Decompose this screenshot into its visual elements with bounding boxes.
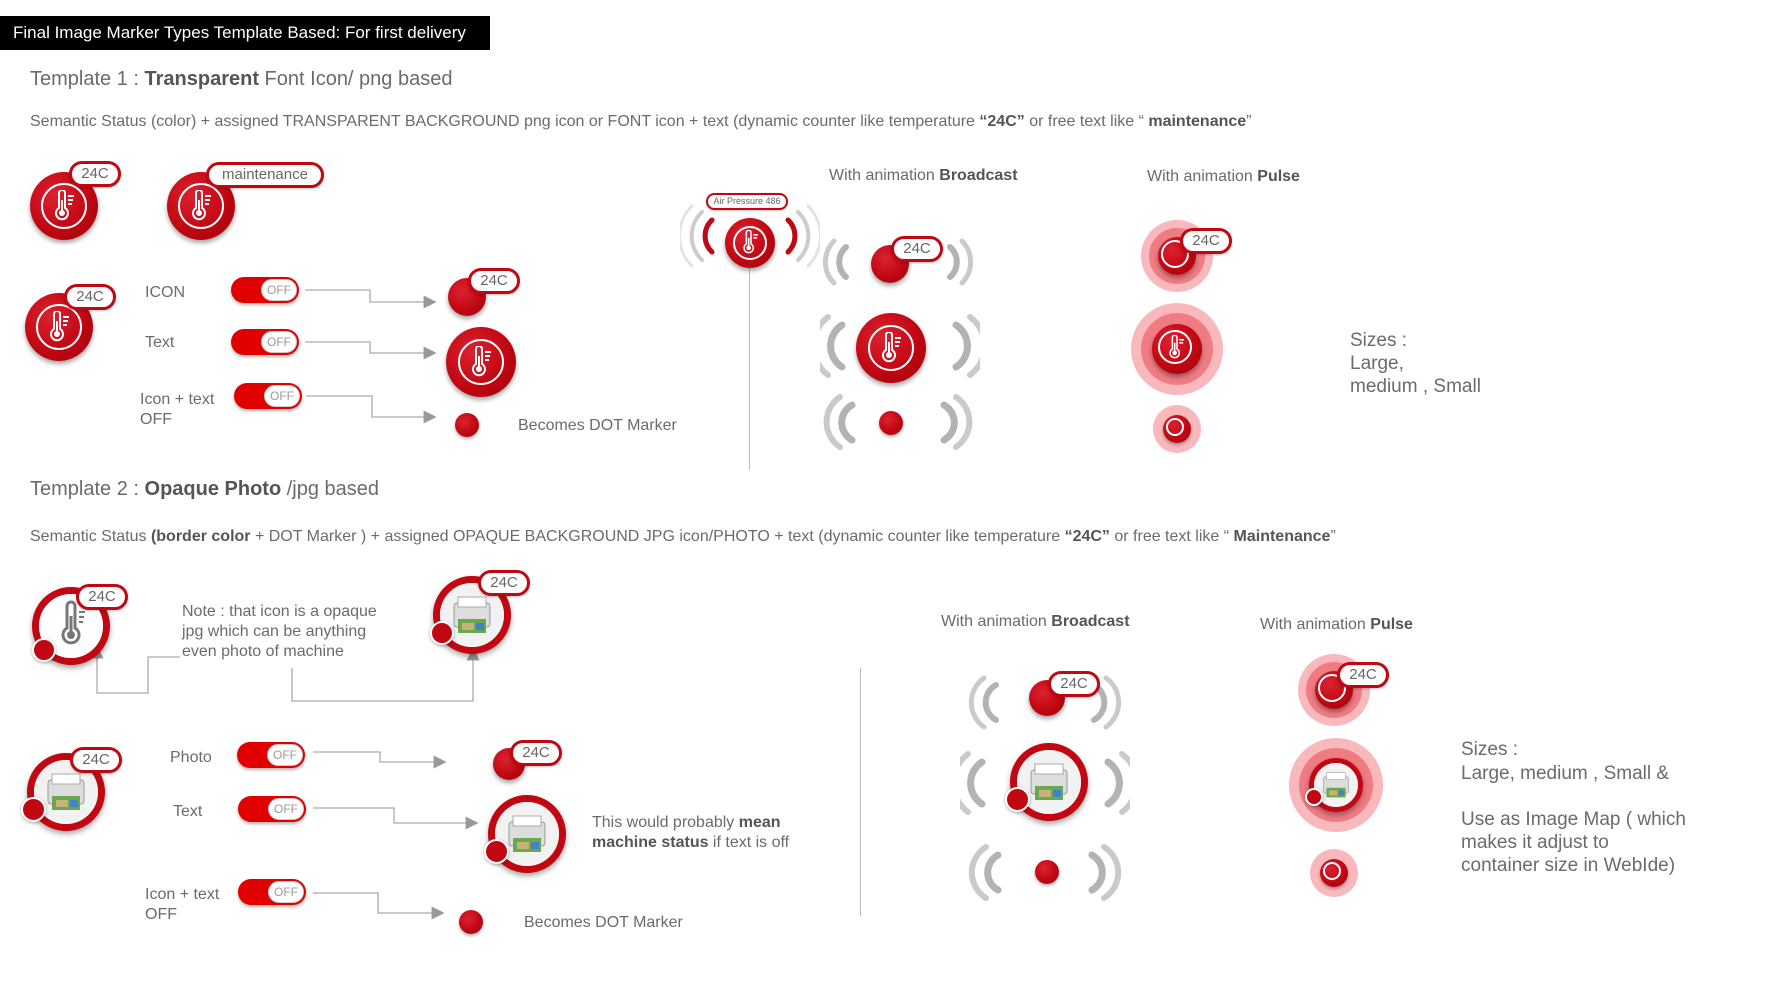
toggle-icon-text[interactable] [234, 383, 302, 409]
anim-prefix: With animation [1260, 616, 1371, 633]
desc-text: or free text like “ [1109, 528, 1234, 545]
status-dot [32, 638, 56, 662]
desc-bold: “24C” [979, 113, 1025, 130]
desc-bold: (border color [150, 528, 251, 545]
heading-prefix: Template 1 : [30, 68, 145, 90]
status-dot [1305, 788, 1323, 806]
status-dot [21, 797, 46, 822]
heading-suffix: Font Icon/ png based [259, 68, 453, 90]
thermometer-icon [47, 311, 73, 343]
anim-pulse: Pulse [1370, 616, 1413, 633]
desc-bold: “24C” [1064, 528, 1110, 545]
probably-line1 [592, 813, 781, 833]
desc-text: or free text like “ [1024, 113, 1149, 130]
flow-arrow [313, 752, 444, 762]
anim-pulse-label [1147, 167, 1300, 187]
thermometer-icon [189, 190, 215, 222]
note-line: Note : that icon is a opaque [182, 603, 377, 620]
toggle-text[interactable] [238, 796, 306, 822]
anim-broadcast: Broadcast [1051, 613, 1130, 630]
desc-bold: Maintenance [1233, 528, 1331, 545]
heading-bold: Transparent [144, 68, 259, 90]
toggle-knob: OFF [268, 798, 304, 820]
anim-broadcast-label [941, 612, 1130, 632]
broadcast-dot-marker[interactable] [879, 411, 903, 435]
sizes-line: Use as Image Map ( which [1461, 809, 1686, 830]
dot-marker[interactable] [455, 413, 479, 437]
divider-line [749, 260, 750, 470]
label-photo: Photo [170, 749, 212, 766]
note-connector [97, 649, 180, 693]
flow-arrow [306, 396, 434, 417]
text-badge: maintenance [206, 162, 324, 188]
sizes-heading: Sizes : [1461, 739, 1519, 760]
marker-ring [1323, 862, 1341, 880]
sizes-line: Large, [1350, 353, 1404, 374]
value-badge: 24C [1048, 671, 1100, 697]
value-badge: 24C [510, 740, 562, 766]
desc-text: Semantic Status (color) + assigned TRANSPARENT BACKGROUND png icon or FONT icon + text (dynamic counter like temperature [30, 113, 980, 130]
probably-text: if text is off [708, 834, 790, 851]
sizes-line: makes it adjust to [1461, 832, 1609, 853]
anim-prefix: With animation [829, 167, 940, 184]
marker-icon-only[interactable] [446, 327, 516, 397]
template2-heading [30, 478, 379, 501]
anim-pulse: Pulse [1257, 168, 1300, 185]
status-dot [484, 839, 509, 864]
note-line: jpg which can be anything [182, 623, 367, 640]
toggle-knob: OFF [261, 279, 297, 301]
value-badge: 24C [478, 570, 530, 596]
desc-text: Semantic Status [30, 528, 151, 545]
probably-bold: mean [738, 814, 781, 831]
probably-line2 [592, 833, 789, 853]
sizes-line: Large, medium , Small & [1461, 763, 1670, 784]
toggle-icon-text[interactable] [238, 879, 306, 905]
label-text: Text [173, 803, 203, 820]
template2-description [30, 528, 1336, 546]
label-text: Text [145, 334, 175, 351]
page-title: Final Image Marker Types Template Based: For first delivery [0, 16, 490, 50]
anim-broadcast: Broadcast [939, 167, 1018, 184]
sizes-line: medium , Small [1350, 376, 1481, 397]
anim-pulse-label [1260, 615, 1413, 635]
anim-prefix: With animation [941, 613, 1052, 630]
value-badge: 24C [1180, 228, 1232, 254]
probably-bold: machine status [592, 834, 709, 851]
label-off: OFF [145, 906, 177, 923]
thermometer-icon [879, 332, 905, 364]
thermometer-icon [52, 190, 78, 222]
value-badge: 24C [891, 236, 943, 262]
pulse-marker-large[interactable] [1152, 324, 1202, 374]
label-icon: ICON [145, 284, 185, 301]
dot-marker[interactable] [459, 910, 483, 934]
air-pressure-badge: Air Pressure 486 [706, 193, 788, 210]
divider-line [860, 668, 861, 916]
value-badge: 24C [468, 268, 520, 294]
value-badge: 24C [69, 161, 121, 187]
toggle-knob: OFF [268, 881, 304, 903]
toggle-knob: OFF [261, 331, 297, 353]
note-line: even photo of machine [182, 643, 344, 660]
thermometer-icon [469, 346, 495, 378]
broadcast-marker-large[interactable] [856, 313, 926, 383]
toggle-text[interactable] [231, 329, 299, 355]
desc-text: ” [1330, 528, 1336, 545]
broadcast-dot-marker[interactable] [1035, 860, 1059, 884]
value-badge: 24C [76, 584, 128, 610]
heading-suffix: /jpg based [281, 478, 380, 500]
label-icon-text: Icon + text [140, 391, 215, 408]
becomes-dot-label: Becomes DOT Marker [518, 417, 677, 434]
flow-arrow [313, 893, 442, 913]
label-icon-text: Icon + text [145, 886, 220, 903]
toggle-icon[interactable] [231, 277, 299, 303]
value-badge: 24C [64, 284, 116, 310]
sizes-heading: Sizes : [1350, 330, 1408, 351]
toggle-photo[interactable] [237, 742, 305, 768]
probably-text: This would probably [592, 814, 739, 831]
becomes-dot-label: Becomes DOT Marker [524, 914, 683, 931]
desc-text: ” [1246, 113, 1252, 130]
pulse-dot-marker[interactable] [1163, 415, 1191, 443]
heading-bold: Opaque Photo [144, 478, 282, 500]
flow-arrow [305, 342, 434, 353]
desc-bold: maintenance [1148, 113, 1247, 130]
heading-prefix: Template 2 : [30, 478, 145, 500]
sizes-line: container size in WebIde) [1461, 855, 1676, 876]
pulse-dot-marker[interactable] [1320, 859, 1348, 887]
value-badge: 24C [70, 747, 122, 773]
flow-arrow [313, 808, 476, 823]
toggle-knob: OFF [264, 385, 300, 407]
thermometer-icon [1167, 335, 1187, 360]
marker-air-pressure[interactable] [725, 218, 775, 268]
anim-prefix: With animation [1147, 168, 1258, 185]
status-dot [1005, 787, 1030, 812]
toggle-knob: OFF [267, 744, 303, 766]
value-badge: 24C [1337, 662, 1389, 688]
status-dot [430, 621, 454, 645]
anim-broadcast-label [829, 166, 1018, 186]
flow-arrow [305, 290, 434, 302]
label-off: OFF [140, 411, 172, 428]
desc-text: + DOT Marker ) + assigned OPAQUE BACKGROUND JPG icon/PHOTO + text (dynamic counter like temperature [250, 528, 1065, 545]
thermometer-icon [741, 230, 761, 255]
marker-ring [1166, 418, 1184, 436]
